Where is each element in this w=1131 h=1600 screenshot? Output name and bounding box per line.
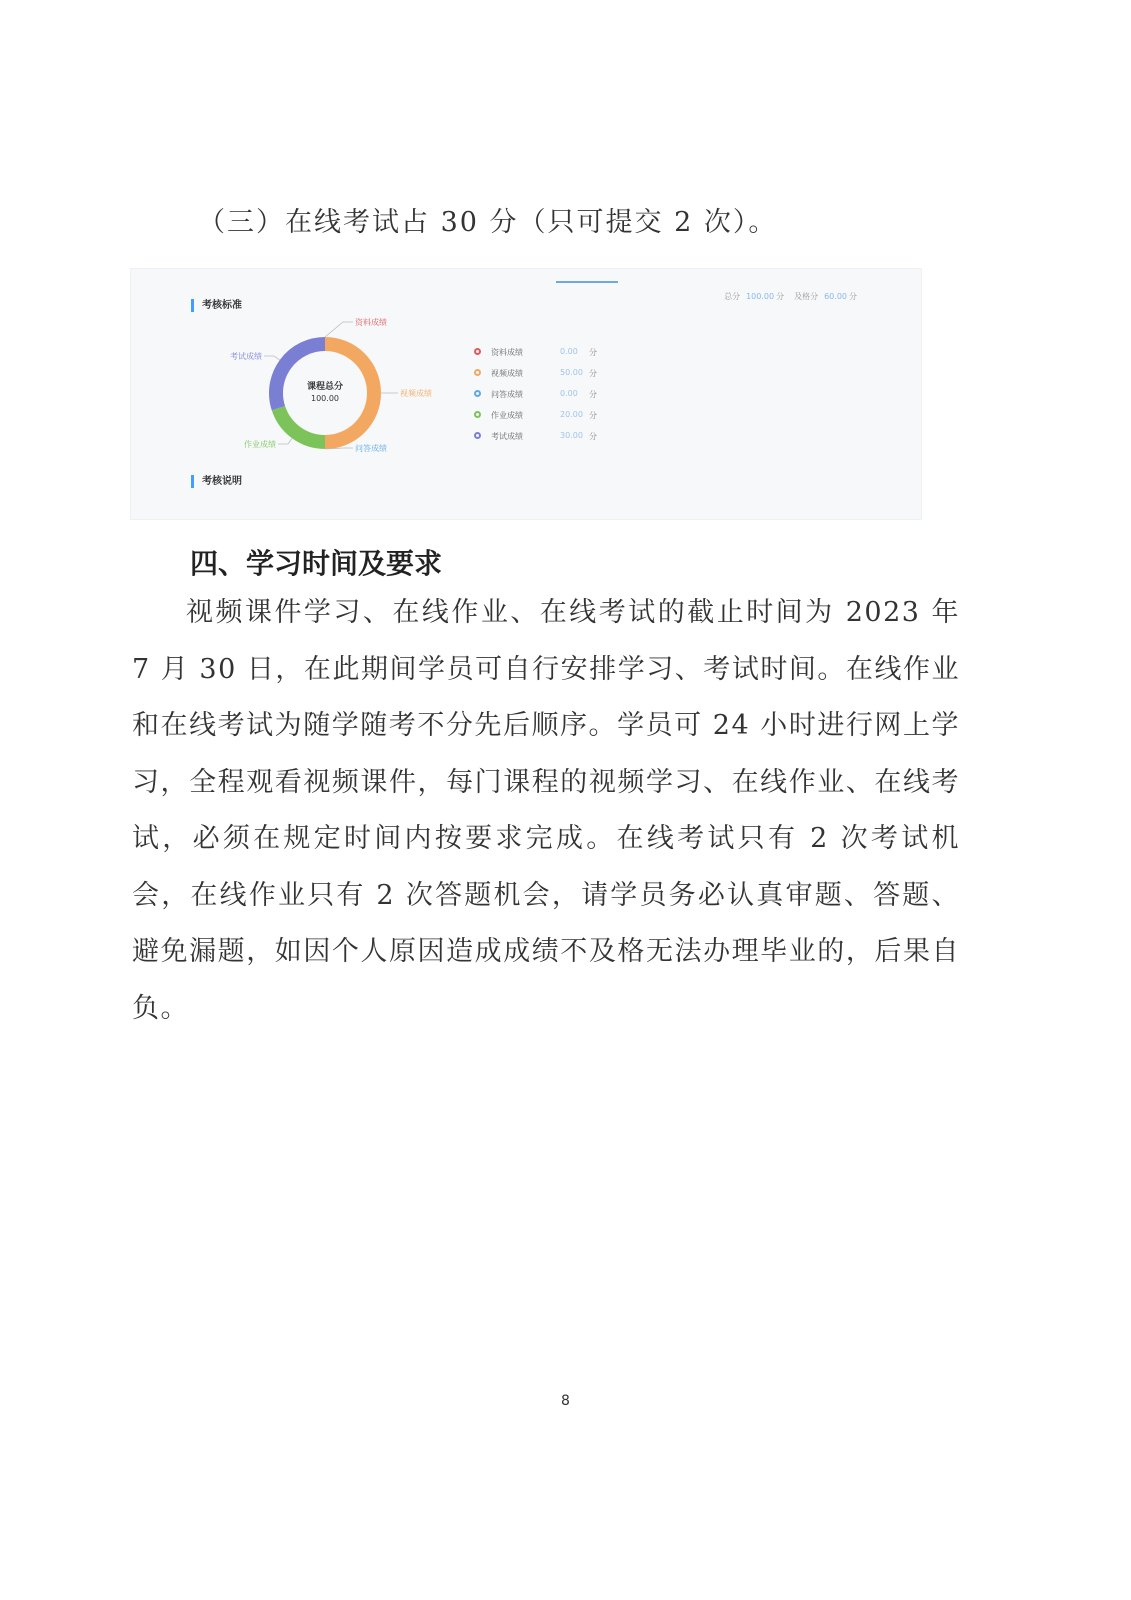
legend-name: 问答成绩 <box>491 390 523 399</box>
legend-unit: 分 <box>589 348 597 357</box>
legend-name: 考试成绩 <box>491 432 523 441</box>
pass-label: 及格分 <box>794 292 819 301</box>
section-label-description: 考核说明 <box>191 475 242 488</box>
section-label-standard: 考核标准 <box>191 299 242 312</box>
donut-label-1: 视频成绩 <box>400 389 432 398</box>
legend-value: 0.00 <box>560 347 578 356</box>
pass-value: 60.00 <box>824 292 847 301</box>
legend-unit: 分 <box>589 411 597 420</box>
legend-name: 视频成绩 <box>491 369 523 378</box>
body-paragraph: 视频课件学习、在线作业、在线考试的截止时间为 2023 年 7 月 30 日，在此期间学员可自行安排学习、考试时间。在线作业和在线考试为随学随考不分先后顺序。学员可 24 小时进行网上学习，全程观看视频课件，每门课程的视频学习、在线作业、在线考试，必须在规定时间内按要求完成。在线考试只有 2 次考试机会，在线作业只有 2 次答题机会，请学员务必认真审题、答题、避免漏题，如因个人原因造成成绩不及格无法办理毕业的，后果自负。 <box>132 597 960 1024</box>
legend-unit: 分 <box>589 432 597 441</box>
legend-item <box>474 389 624 410</box>
legend-name: 资料成绩 <box>491 348 523 357</box>
total-value: 100.00 <box>746 292 775 301</box>
donut-label-0: 资料成绩 <box>355 318 387 327</box>
assessment-screenshot <box>130 268 922 520</box>
legend-item <box>474 410 624 431</box>
total-unit: 分 <box>776 292 785 301</box>
legend-item <box>474 431 624 452</box>
legend-ring-icon <box>474 411 481 418</box>
legend-item <box>474 368 624 389</box>
donut-label-2: 问答成绩 <box>355 444 387 453</box>
section-title: 四、学习时间及要求 <box>190 547 443 580</box>
total-label: 总分 <box>724 292 741 301</box>
legend-value: 50.00 <box>560 368 583 377</box>
legend-item <box>474 347 624 368</box>
legend-ring-icon <box>474 432 481 439</box>
donut-leader-0 <box>325 322 353 337</box>
legend-unit: 分 <box>589 390 597 399</box>
legend-ring-icon <box>474 348 481 355</box>
legend-value: 0.00 <box>560 389 578 398</box>
pass-unit: 分 <box>849 292 857 301</box>
donut-leader-3 <box>278 438 292 444</box>
legend-name: 作业成绩 <box>491 411 523 420</box>
donut-slice-3 <box>278 408 325 442</box>
donut-label-4: 考试成绩 <box>230 351 263 361</box>
score-legend <box>474 347 624 452</box>
subheading: （三）在线考试占 30 分（只可提交 2 次）。 <box>198 207 778 238</box>
donut-leader-4 <box>264 356 280 360</box>
donut-label-3: 作业成绩 <box>243 439 276 449</box>
donut-center-title: 课程总分 <box>306 382 344 392</box>
donut-center-value: 100.00 <box>311 394 339 403</box>
legend-value: 20.00 <box>560 410 583 419</box>
page-number: 8 <box>561 1393 570 1409</box>
legend-ring-icon <box>474 369 481 376</box>
legend-unit: 分 <box>589 369 597 378</box>
donut-slice-1 <box>325 344 374 442</box>
legend-value: 30.00 <box>560 431 583 440</box>
legend-ring-icon <box>474 390 481 397</box>
